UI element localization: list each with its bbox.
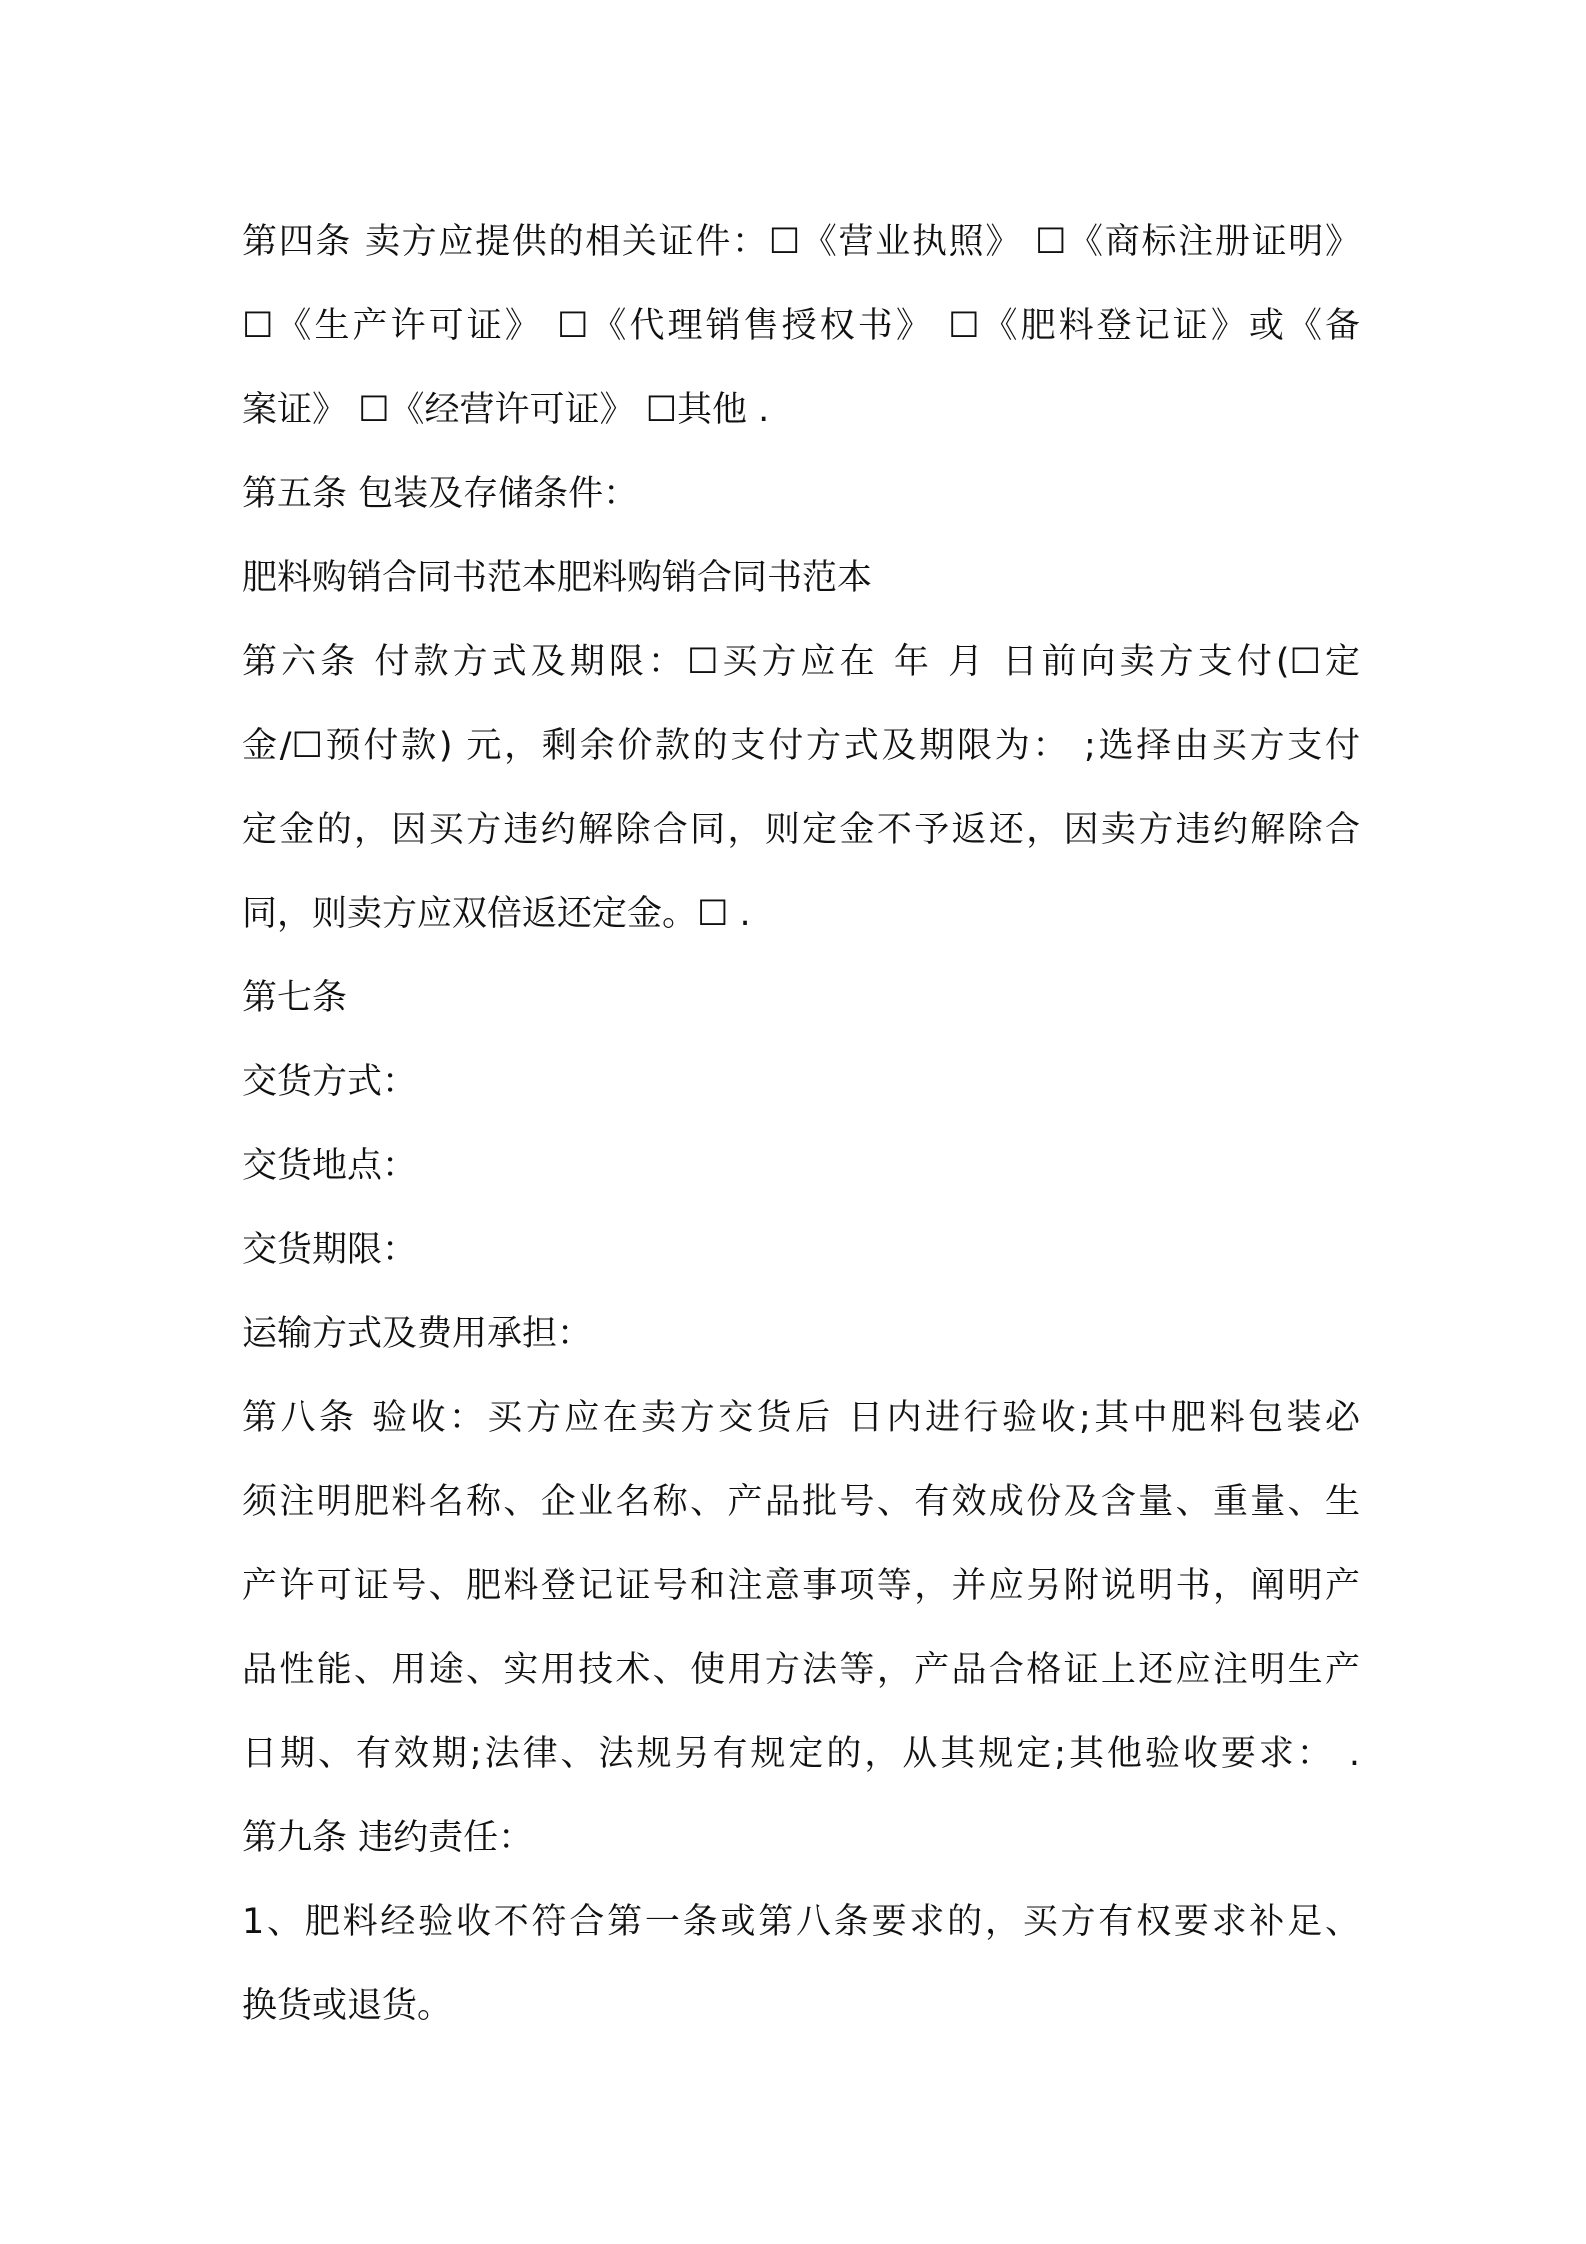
article-4-line-3: 案证》 ☐《经营许可证》 ☐其他 . (242, 390, 770, 430)
article-6-line-3: 定金的，因买方违约解除合同，则定金不予返还，因卖方违约解除合 (242, 810, 1360, 850)
document-body (242, 200, 1360, 2048)
article-4-line-1: 第四条 卖方应提供的相关证件：☐《营业执照》 ☐《商标注册证明》 (242, 222, 1360, 262)
article-4-line-2: ☐《生产许可证》 ☐《代理销售授权书》 ☐《肥料登记证》或《备 (242, 306, 1360, 346)
delivery-location-line: 交货地点： (242, 1146, 418, 1186)
article-8-line-4: 品性能、用途、实用技术、使用方法等，产品合格证上还应注明生产 (242, 1650, 1360, 1690)
delivery-method-line: 交货方式： (242, 1062, 418, 1102)
title-repeat-line: 肥料购销合同书范本肥料购销合同书范本 (242, 558, 873, 598)
transport-cost-line: 运输方式及费用承担： (242, 1314, 593, 1354)
article-9-item-1-line-1: 1、肥料经验收不符合第一条或第八条要求的，买方有权要求补足、 (242, 1902, 1360, 1942)
article-6-line-1: 第六条 付款方式及期限：☐买方应在 年 月 日前向卖方支付(☐定 (242, 642, 1360, 682)
article-9-item-1-line-2: 换货或退货。 (242, 1986, 453, 2026)
article-5-line: 第五条 包装及存储条件： (242, 474, 639, 514)
article-6-line-2: 金/☐预付款) 元，剩余价款的支付方式及期限为： ;选择由买方支付 (242, 726, 1360, 766)
delivery-deadline-line: 交货期限： (242, 1230, 418, 1270)
article-8-line-5: 日期、有效期;法律、法规另有规定的，从其规定;其他验收要求： . (242, 1734, 1360, 1774)
article-9-heading: 第九条 违约责任： (242, 1818, 534, 1858)
article-7-heading: 第七条 (242, 978, 348, 1018)
article-8-line-1: 第八条 验收：买方应在卖方交货后 日内进行验收;其中肥料包装必 (242, 1398, 1360, 1438)
article-8-line-3: 产许可证号、肥料登记证号和注意事项等，并应另附说明书，阐明产 (242, 1566, 1360, 1606)
article-6-line-4: 同，则卖方应双倍返还定金。☐ . (242, 894, 751, 934)
article-8-line-2: 须注明肥料名称、企业名称、产品批号、有效成份及含量、重量、生 (242, 1482, 1360, 1522)
